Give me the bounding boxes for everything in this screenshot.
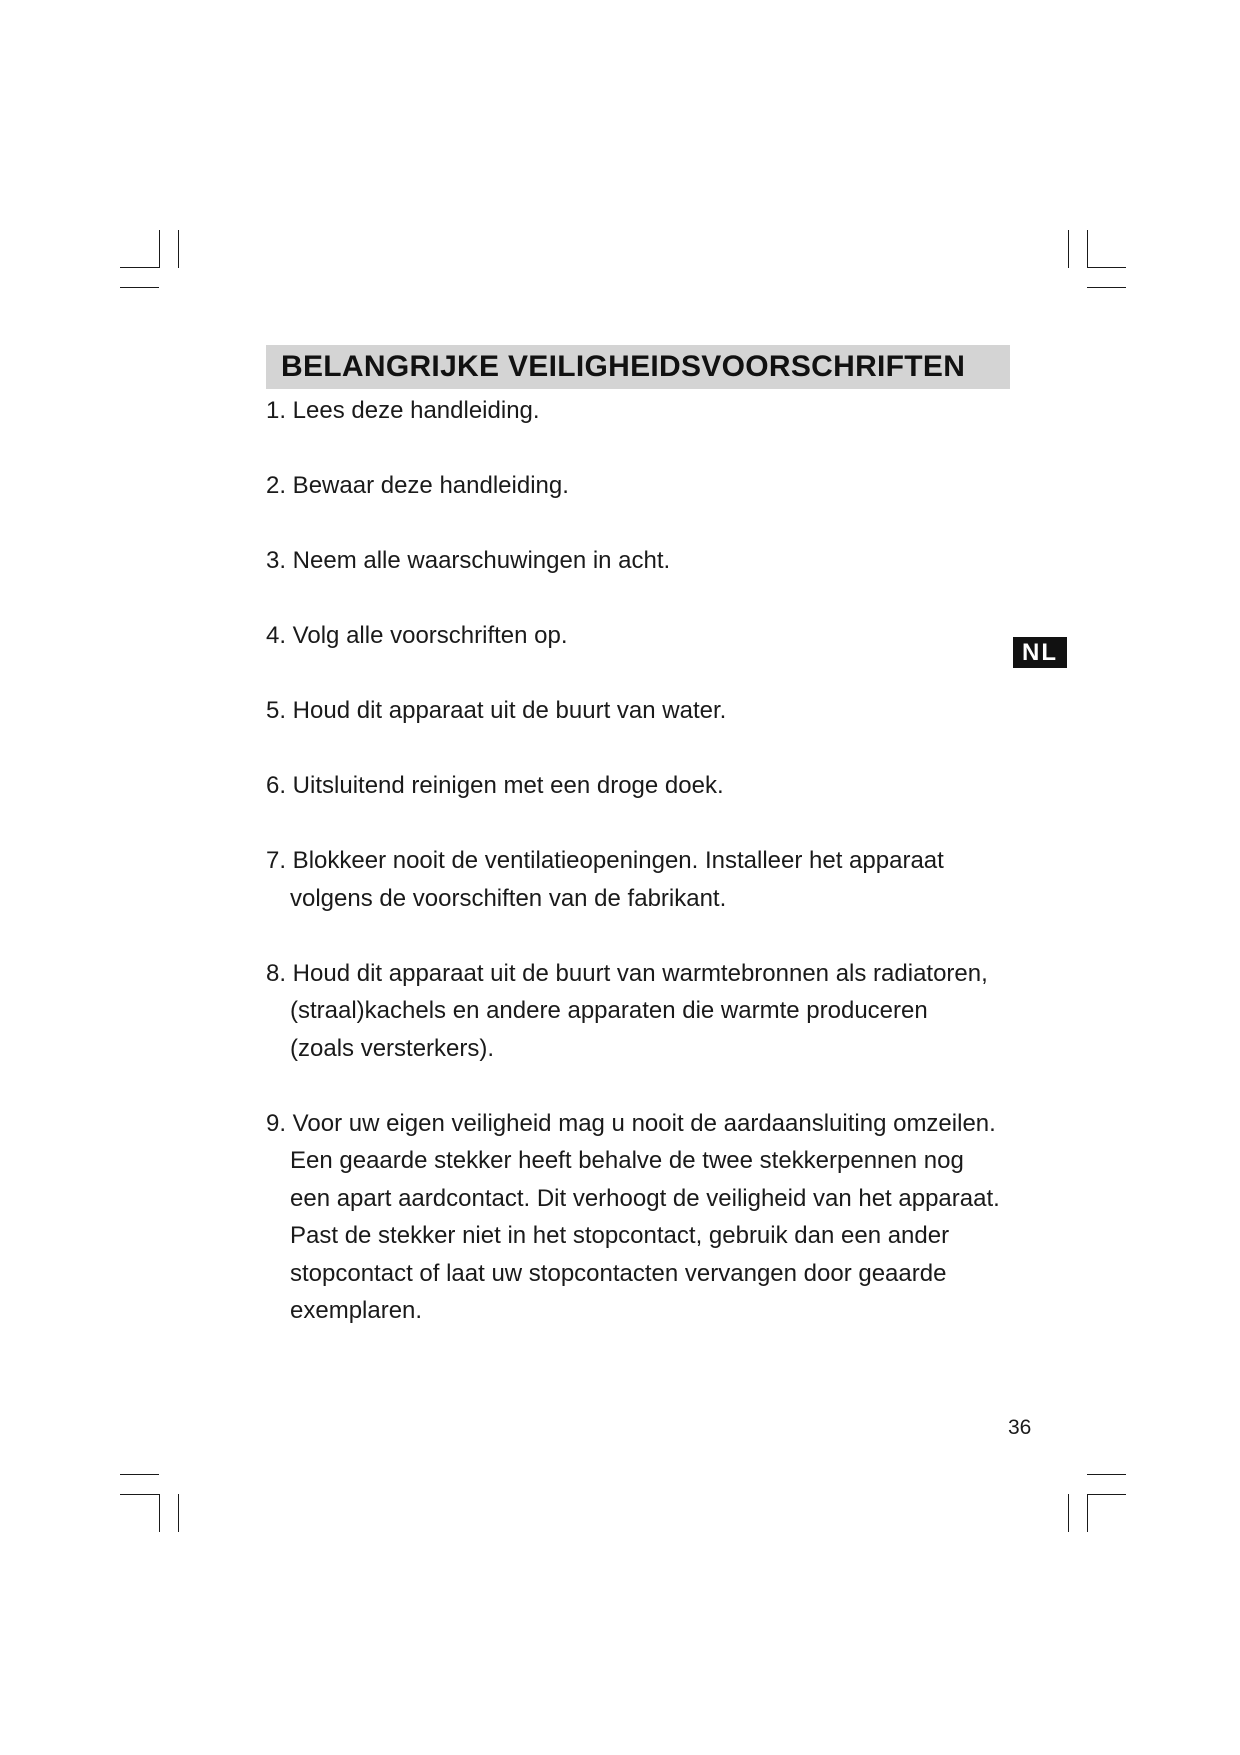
crop-mark-bottom-right-v1: [1068, 1494, 1069, 1532]
instruction-line: 2. Bewaar deze handleiding.: [266, 472, 569, 499]
crop-mark-bottom-left-v2: [178, 1494, 179, 1532]
safety-instruction-8: [266, 955, 1046, 1068]
crop-mark-top-left-h2: [120, 287, 159, 288]
safety-instruction-9: [266, 1105, 1046, 1330]
crop-mark-bottom-left-h2: [120, 1494, 159, 1495]
crop-mark-bottom-right-h1: [1087, 1474, 1126, 1475]
safety-instruction-7: [266, 842, 1046, 917]
instruction-line: 3. Neem alle waarschuwingen in acht.: [266, 547, 671, 574]
crop-mark-bottom-left-h1: [120, 1474, 159, 1475]
safety-instruction-6: [266, 767, 1046, 805]
safety-instructions-list: [266, 392, 1046, 1367]
instruction-line: 5. Houd dit apparaat uit de buurt van water.: [266, 697, 727, 724]
instruction-line: 7. Blokkeer nooit de ventilatieopeningen. Installeer het apparaat: [266, 847, 944, 874]
crop-mark-top-left-v1: [159, 230, 160, 268]
instruction-line: (zoals versterkers).: [290, 1034, 495, 1062]
safety-instruction-1: [266, 392, 1046, 430]
instruction-line: 4. Volg alle voorschriften op.: [266, 622, 568, 649]
crop-mark-top-right-h2: [1087, 287, 1126, 288]
instruction-line: 9. Voor uw eigen veiligheid mag u nooit de aardaansluiting omzeilen.: [266, 1109, 996, 1137]
safety-instruction-5: [266, 692, 1046, 730]
instruction-line: 8. Houd dit apparaat uit de buurt van warmtebronnen als radiatoren,: [266, 959, 988, 987]
crop-mark-top-right-v2: [1087, 230, 1088, 268]
safety-instruction-4: [266, 617, 1046, 655]
crop-mark-top-right-h1: [1087, 267, 1126, 268]
instruction-line: een apart aardcontact. Dit verhoogt de veiligheid van het apparaat.: [290, 1184, 1000, 1212]
instruction-line: 6. Uitsluitend reinigen met een droge doek.: [266, 772, 724, 799]
safety-instruction-3: [266, 542, 1046, 580]
instruction-line: stopcontact of laat uw stopcontacten vervangen door geaarde: [290, 1259, 947, 1287]
crop-mark-bottom-left-v1: [159, 1494, 160, 1532]
safety-instruction-2: [266, 467, 1046, 505]
crop-mark-bottom-right-v2: [1087, 1494, 1088, 1532]
instruction-line: (straal)kachels en andere apparaten die warmte produceren: [290, 997, 928, 1024]
language-badge: NL: [1013, 637, 1067, 668]
instruction-line: volgens de voorschiften van de fabrikant.: [290, 884, 727, 912]
instruction-line: Past de stekker niet in het stopcontact, gebruik dan een ander: [290, 1222, 950, 1249]
crop-mark-top-right-v1: [1068, 230, 1069, 268]
instruction-line: Een geaarde stekker heeft behalve de twee stekkerpennen nog: [290, 1147, 964, 1174]
crop-mark-bottom-right-h2: [1087, 1494, 1126, 1495]
instruction-line: exemplaren.: [290, 1297, 423, 1324]
page-number: 36: [1008, 1416, 1032, 1439]
crop-mark-top-left-h1: [120, 267, 159, 268]
crop-mark-top-left-v2: [178, 230, 179, 268]
instruction-line: 1. Lees deze handleiding.: [266, 397, 540, 424]
page-title: BELANGRIJKE VEILIGHEIDSVOORSCHRIFTEN: [281, 350, 966, 383]
